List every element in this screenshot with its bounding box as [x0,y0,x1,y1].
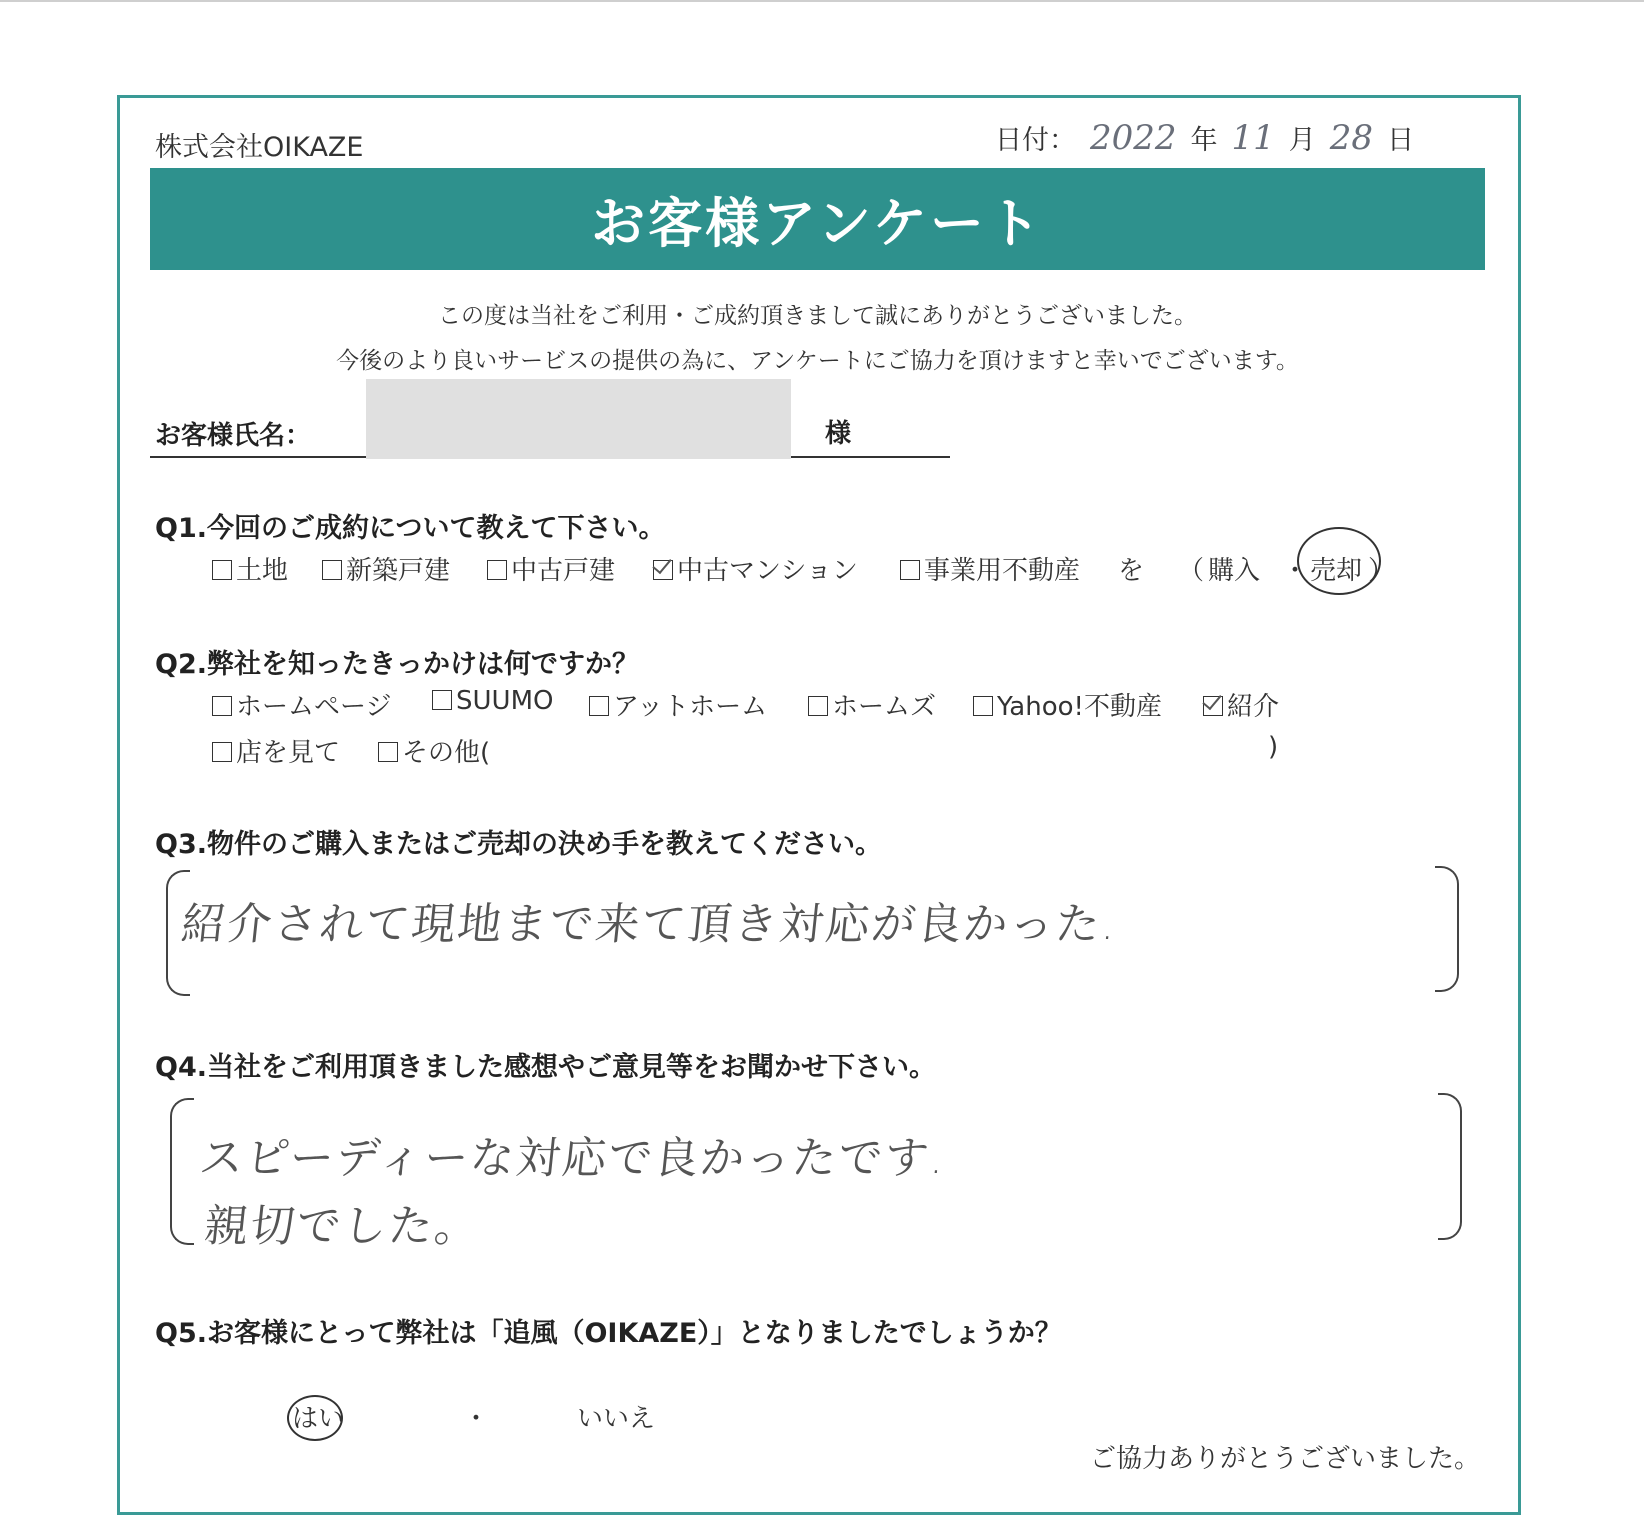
q1-question: Q1.今回のご成約について教えて下さい。 [155,513,666,544]
q2-option-referral[interactable]: 紹介 [1203,686,1279,723]
q4-bracket-left [170,1098,194,1245]
q1-option-new-house[interactable]: 新築戸建 [322,550,450,587]
date-label: 日付： [995,125,1076,156]
checkbox[interactable] [212,696,232,716]
q2-option-yahoo[interactable]: Yahoo!不動産 [973,686,1162,723]
month-unit: 月 [1288,125,1316,156]
customer-name-label: お客様氏名： [155,421,312,451]
checkbox[interactable] [808,696,828,716]
q1-open-paren: （ [1178,556,1205,586]
checkbox-checked[interactable] [653,560,673,580]
checkbox[interactable] [487,560,507,580]
title-banner [150,168,1485,270]
q2-option-homepage[interactable]: ホームページ [212,686,391,723]
q5-dot: ・ [463,1404,490,1434]
q2-other-close-paren: ) [1268,732,1279,762]
company-name: 株式会社OIKAZE [155,132,364,163]
customer-suffix: 様 [825,419,852,449]
q2-option-suumo[interactable]: SUUMO [432,686,553,716]
day-unit: 日 [1387,125,1415,156]
banner-title: お客様アンケート [591,191,1044,255]
q5-yes[interactable]: はい [292,1404,345,1434]
intro-line-1: この度は当社をご利用・ご成約頂きまして誠にありがとうございました。 [438,303,1197,329]
q5-no[interactable]: いいえ [577,1404,656,1434]
date-day: 28 [1329,118,1374,158]
q1-option-land[interactable]: 土地 [212,550,288,587]
q3-answer[interactable]: 紹介されて現地まで来て頂き対応が良かった. [178,899,1121,950]
redacted-name [366,379,791,459]
q1-particle: を [1118,556,1145,586]
intro-line-2: 今後のより良いサービスの提供の為に、アンケートにご協力を頂けますと幸いでございます。 [336,348,1299,374]
q1-close-paren: ） [1368,556,1395,586]
q2-option-athome[interactable]: アットホーム [589,686,767,723]
checkbox-checked[interactable] [1203,696,1223,716]
checkbox[interactable] [589,696,609,716]
q4-question: Q4.当社をご利用頂きました感想やご意見等をお聞かせ下さい。 [155,1052,936,1083]
q1-buy[interactable]: 購入 [1208,556,1261,586]
q2-option-other[interactable]: その他( [378,732,490,769]
q1-option-used-condo[interactable]: 中古マンション [653,550,858,587]
year-unit: 年 [1190,125,1218,156]
q2-option-store[interactable]: 店を見て [212,732,340,769]
yes-circle-mark [287,1395,343,1441]
q1-option-commercial[interactable]: 事業用不動産 [900,550,1080,587]
q1-option-used-house[interactable]: 中古戸建 [487,550,615,587]
q2-option-homes[interactable]: ホームズ [808,686,936,723]
checkbox[interactable] [322,560,342,580]
q3-bracket-right [1435,866,1459,992]
scan-top-edge [0,0,1644,2]
q4-answer-line-2[interactable]: 親切でした。 [201,1201,484,1252]
q5-question: Q5.お客様にとって弊社は「追風（OIKAZE）」となりましたでしょうか？ [155,1318,1062,1349]
q1-dot: ・ [1282,556,1309,586]
q1-sell[interactable]: 売却 [1310,556,1363,586]
q4-bracket-right [1438,1093,1462,1240]
sell-circle-mark [1297,527,1381,595]
checkbox[interactable] [378,742,398,762]
date-month: 11 [1231,118,1275,158]
date-field [995,118,1414,158]
checkbox[interactable] [973,696,993,716]
q2-question: Q2.弊社を知ったきっかけは何ですか？ [155,649,639,680]
checkbox[interactable] [900,560,920,580]
checkbox[interactable] [432,690,452,710]
checkbox[interactable] [212,560,232,580]
checkbox[interactable] [212,742,232,762]
q3-question: Q3.物件のご購入またはご売却の決め手を教えてください。 [155,829,882,860]
q4-answer-line-1[interactable]: スピーディーな対応で良かったです. [196,1133,949,1184]
closing-thanks: ご協力ありがとうございました。 [1090,1444,1481,1474]
date-year: 2022 [1090,118,1177,158]
